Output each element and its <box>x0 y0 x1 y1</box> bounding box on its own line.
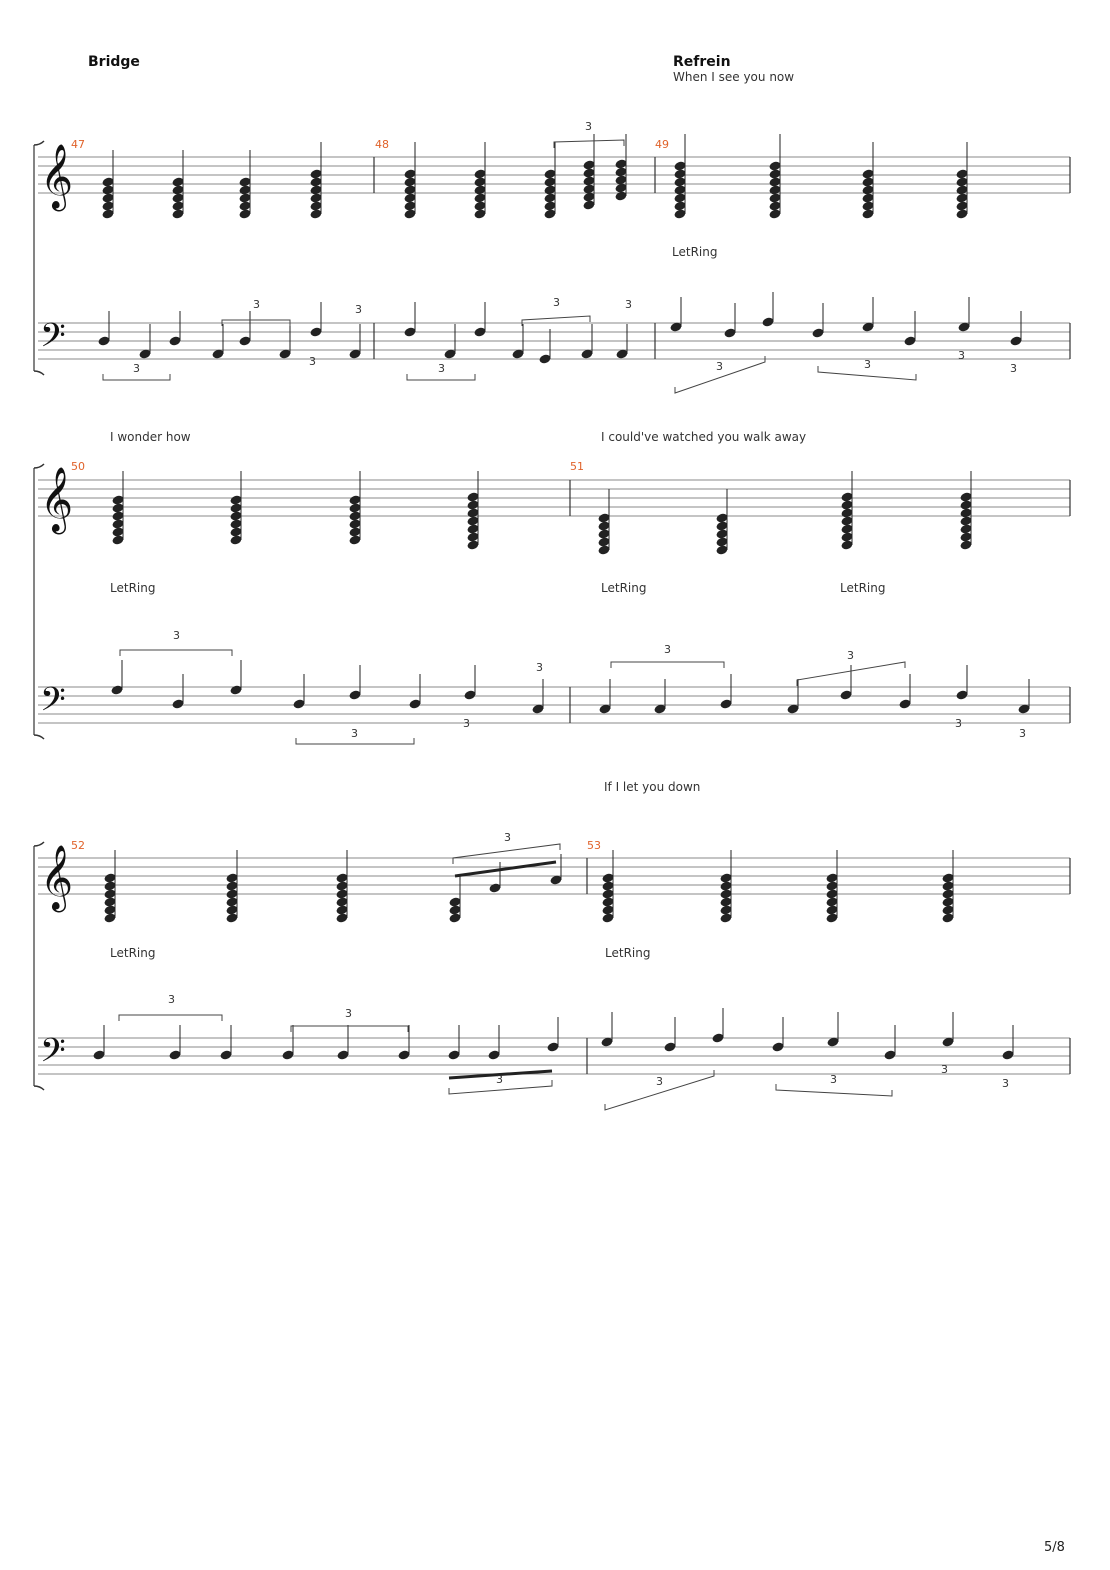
measure-number: 50 <box>71 460 85 473</box>
bass-clef-icon: 𝄢 <box>40 317 66 363</box>
tuplet-number: 3 <box>536 661 543 674</box>
measure-number: 49 <box>655 138 669 151</box>
tuplet-number: 3 <box>864 358 871 371</box>
section-bridge: Bridge <box>88 54 140 70</box>
tuplet-number: 3 <box>504 831 511 844</box>
tuplet-bracket <box>522 316 590 326</box>
lyric-line: When I see you now <box>673 70 795 84</box>
tuplet-number: 3 <box>496 1073 503 1086</box>
let-ring-label: LetRing <box>672 245 718 259</box>
tuplet-number: 3 <box>463 717 470 730</box>
measure-number: 47 <box>71 138 85 151</box>
let-ring-label: LetRing <box>601 581 647 595</box>
measure-number: 52 <box>71 839 85 852</box>
measure-number: 53 <box>587 839 601 852</box>
bracket-hook <box>34 735 44 739</box>
tuplet-bracket <box>120 650 232 656</box>
tuplet-number: 3 <box>830 1073 837 1086</box>
tuplet-bracket <box>554 140 624 148</box>
tuplet-number: 3 <box>438 362 445 375</box>
tuplet-number: 3 <box>955 717 962 730</box>
tuplet-number: 3 <box>351 727 358 740</box>
tuplet-bracket <box>453 844 560 864</box>
tuplet-number: 3 <box>958 349 965 362</box>
tuplet-number: 3 <box>345 1007 352 1020</box>
tuplet-number: 3 <box>1002 1077 1009 1090</box>
bracket-hook <box>34 1086 44 1090</box>
tuplet-number: 3 <box>253 298 260 311</box>
bracket-hook <box>34 371 44 375</box>
tuplet-number: 3 <box>716 360 723 373</box>
tuplet-number: 3 <box>585 120 592 133</box>
treble-clef-icon: 𝄞 <box>40 144 74 209</box>
measure-number: 51 <box>570 460 584 473</box>
tuplet-number: 3 <box>553 296 560 309</box>
tuplet-number: 3 <box>847 649 854 662</box>
lyric-line: I could've watched you walk away <box>601 430 807 444</box>
tuplet-number: 3 <box>941 1063 948 1076</box>
tuplet-number: 3 <box>355 303 362 316</box>
treble-clef-icon: 𝄞 <box>40 845 74 910</box>
treble-clef-icon: 𝄞 <box>40 467 74 532</box>
tuplet-number: 3 <box>1010 362 1017 375</box>
tuplet-number: 3 <box>168 993 175 1006</box>
let-ring-label: LetRing <box>110 946 156 960</box>
let-ring-label: LetRing <box>605 946 651 960</box>
tuplet-bracket <box>291 1026 408 1032</box>
tuplet-number: 3 <box>309 355 316 368</box>
let-ring-label: LetRing <box>840 581 886 595</box>
tuplet-number: 3 <box>664 643 671 656</box>
lyric-line: If I let you down <box>604 780 701 794</box>
tuplet-number: 3 <box>656 1075 663 1088</box>
bass-clef-icon: 𝄢 <box>40 1032 66 1078</box>
tuplet-number: 3 <box>625 298 632 311</box>
let-ring-label: LetRing <box>110 581 156 595</box>
lyric-line: I wonder how <box>110 430 191 444</box>
tuplet-number: 3 <box>133 362 140 375</box>
tuplet-bracket <box>611 662 724 668</box>
page-number: 5/8 <box>1044 1540 1065 1555</box>
section-refrain: Refrein <box>673 54 731 70</box>
measure-number: 48 <box>375 138 389 151</box>
tuplet-number: 3 <box>173 629 180 642</box>
bass-clef-icon: 𝄢 <box>40 681 66 727</box>
tuplet-bracket <box>119 1015 222 1021</box>
tuplet-number: 3 <box>1019 727 1026 740</box>
beam <box>455 862 556 876</box>
